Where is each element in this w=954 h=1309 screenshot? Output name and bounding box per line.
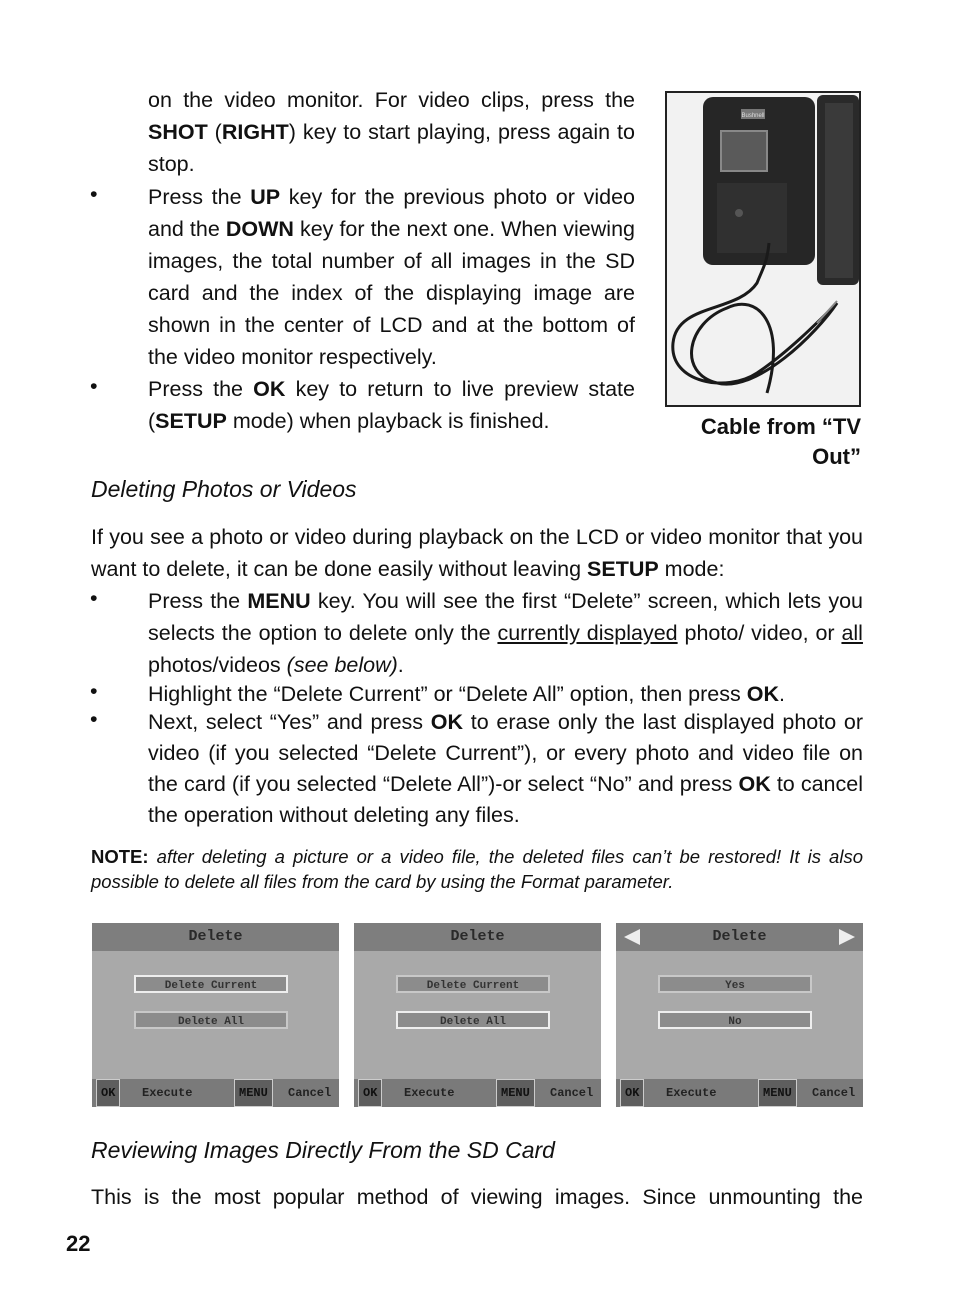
screen-title: Delete [616,923,863,951]
cancel-label: Cancel [550,1086,594,1100]
reviewing-paragraph: This is the most popular method of viewing images. Since unmounting the [91,1185,863,1209]
camera-illustration [667,93,859,405]
ok-key: OK [746,682,779,706]
ok-button[interactable]: OK [358,1079,382,1107]
menu-button[interactable]: MENU [758,1079,797,1107]
underlined-text: currently displayed [497,621,678,645]
note-paragraph [91,844,863,894]
screen-title: Delete [354,923,601,951]
note-label: NOTE: [91,846,149,867]
bullet-up-down [148,181,635,373]
bullet-text: Press the [148,589,248,613]
bullet-highlight [148,678,863,710]
note-text: after deleting a picture or a video file, the deleted files can’t be restored! It is also possible to delete all files from the card by using the Format parameter. [91,846,863,892]
execute-label: Execute [666,1086,717,1100]
delete-screen-2 [354,923,601,1107]
option-delete-current[interactable]: Delete Current [396,975,550,993]
menu-button[interactable]: MENU [496,1079,535,1107]
underlined-text: all [841,621,863,645]
paren: ( [207,120,222,144]
ok-button[interactable]: OK [96,1079,120,1107]
cancel-label: Cancel [288,1086,332,1100]
bullet-text: Next, select “Yes” and press [148,710,431,734]
bullet-text: mode) when playback is finished. [226,409,550,433]
arrow-right-icon[interactable] [839,929,855,945]
delete-screen-1 [92,923,339,1107]
bullet-text: to cancel the operation without deleting any files. [148,772,863,827]
italic-text: (see below) [286,653,398,677]
up-key: UP [250,185,281,209]
bullet-ok-return [148,373,635,437]
para-text: mode: [658,557,725,581]
screen-footer [616,1079,863,1107]
option-delete-current[interactable]: Delete Current [134,975,288,993]
execute-label: Execute [404,1086,455,1100]
setup-key: SETUP [155,409,227,433]
intro-line-a: on the video monitor. For video clips, press the [148,88,635,112]
brand-label: Bushnell [741,113,765,119]
page-number: 22 [66,1231,91,1256]
down-key: DOWN [225,217,294,241]
bullet-menu [148,585,863,681]
bullet-text: Highlight the “Delete Current” or “Delete All” option, then press [148,682,747,706]
option-no[interactable]: No [658,1011,812,1029]
screen-footer [92,1079,339,1107]
camera-cable-photo [665,91,861,407]
arrow-left-icon[interactable] [624,929,640,945]
bullet-text: photo/ video, or [677,621,842,645]
menu-key: MENU [247,589,311,613]
bullet-text: key. You will see the first “Delete” screen, which lets you selects the option to delete only the [148,589,863,645]
setup-key: SETUP [587,557,659,581]
bullet-text: photos/videos [148,653,287,677]
bullet-text: to erase only the last displayed photo or video (if you selected “Delete Current”), or every photo and video file on the card (if you selected “Delete All”)-or select “No” and press [148,710,863,796]
bullet-text: Press the [148,185,251,209]
bullet-text: . [778,682,785,706]
option-yes[interactable]: Yes [658,975,812,993]
delete-screen-3 [616,923,863,1107]
para-text: If you see a photo or video during playback on the LCD or video monitor that you want to delete, it can be done easily without leaving [91,525,863,581]
cancel-label: Cancel [812,1086,856,1100]
section-heading-reviewing: Reviewing Images Directly From the SD Card [91,1137,555,1163]
intro-line-b: ) key to start playing, press again to stop. [148,120,635,176]
ok-key: OK [430,710,464,734]
delete-intro-paragraph [91,521,863,585]
bullet-marker: • [90,374,98,398]
screen-title: Delete [92,923,339,951]
bullet-marker: • [90,182,98,206]
option-delete-all[interactable]: Delete All [396,1011,550,1029]
right-key: RIGHT [221,120,289,144]
menu-button[interactable]: MENU [234,1079,273,1107]
bullet-next-select [148,707,863,831]
ok-key: OK [253,377,286,401]
intro-paragraph [148,84,635,180]
bullet-marker: • [90,679,98,703]
ok-button[interactable]: OK [620,1079,644,1107]
bullet-text: key for the next one. When viewing images, the total number of all images in the SD card and the index of the displaying image are shown in the center of LCD and at the bottom of the video monitor respectively. [148,217,635,369]
screen-footer [354,1079,601,1107]
bullet-text: key for the previous photo or video and the [148,185,635,241]
section-heading-deleting: Deleting Photos or Videos [91,476,357,502]
photo-caption: Cable from “TV Out” [700,414,861,469]
bullet-text: key to return to live preview state ( [148,377,635,433]
option-delete-all[interactable]: Delete All [134,1011,288,1029]
bullet-text: . [397,653,404,677]
execute-label: Execute [142,1086,193,1100]
bullet-marker: • [90,707,98,731]
bullet-text: Press the [148,377,254,401]
ok-key: OK [738,772,771,796]
shot-key: SHOT [148,120,208,144]
bullet-marker: • [90,586,98,610]
